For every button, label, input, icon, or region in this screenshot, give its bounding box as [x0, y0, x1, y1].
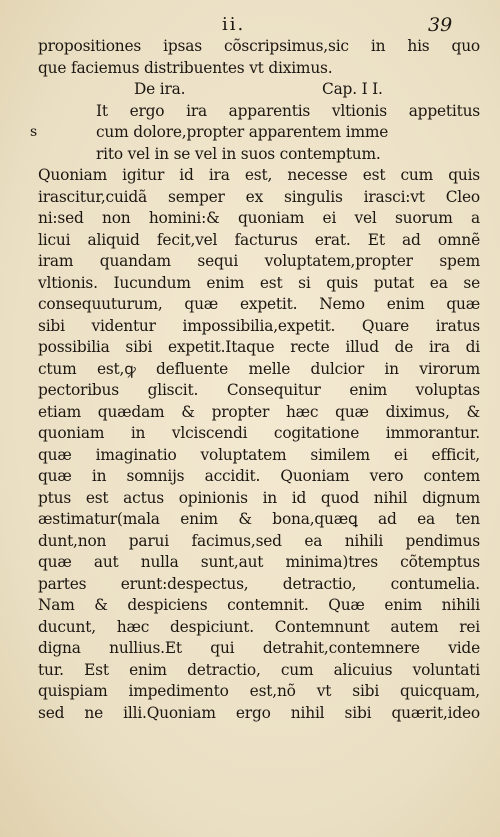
text-line: rito vel in se vel in suos contemptum.	[96, 144, 381, 163]
text-line: quæ imaginatio voluptatem similem ei efficit,	[38, 445, 480, 464]
text-line: sed ne illi.Quoniam ergo nihil sibi quærit,ideo	[38, 703, 480, 722]
text-line: dunt,non parui facimus,sed ea nihili pendimus	[38, 531, 480, 550]
text-line: pectoribus gliscit. Consequitur enim voluptas	[38, 381, 480, 399]
text-line: ni:sed non homini:& quoniam ei vel suorum a	[38, 209, 480, 227]
section-heading	[38, 79, 480, 101]
margin-marker: s	[30, 124, 37, 140]
text-line: quæ in somnijs accidit. Quoniam vero contem	[38, 467, 480, 485]
text-line: Quoniam igitur id ira est, necesse est cum quis	[38, 166, 480, 184]
text-line: quoniam in vlciscendi cogitatione immorantur.	[38, 424, 480, 442]
text-line: iram quandam sequi voluptatem,propter spem	[38, 252, 480, 270]
text-line-with-marker	[30, 122, 480, 144]
text-line: propositiones ipsas cõscripsimus,sic in his quo	[38, 37, 480, 55]
running-head	[0, 14, 500, 38]
text-line: consequuturum, quæ expetit. Nemo enim quæ	[38, 295, 480, 313]
text-line: irascitur,cuidã semper ex singulis irasci:vt Cleo	[38, 187, 480, 206]
text-line: Nam & despiciens contemnit. Quæ enim nihili	[38, 596, 480, 614]
text-line: vltionis. Iucundum enim est si quis putat ea se	[38, 273, 480, 292]
section-title: De ira.	[134, 80, 186, 98]
body-text	[30, 36, 480, 724]
text-line: ctum est,ꝙ defluente melle dulcior in virorum	[38, 359, 480, 378]
text-line: ptus est actus opinionis in id quod nihil dignum	[38, 488, 480, 507]
text-line: licui aliquid fecit,vel facturus erat. Et ad omnẽ	[38, 230, 480, 249]
text-line: digna nullius.Et qui detrahit,contemnere vide	[38, 639, 480, 657]
text-line: ducunt, hæc despiciunt. Contemnunt autem rei	[38, 617, 480, 636]
signature-mark: ii.	[222, 14, 246, 35]
text-line: cum dolore,propter apparentem imme	[96, 123, 389, 141]
text-line: æstimatur(mala enim & bona,quæꝗ ad ea ten	[38, 510, 480, 528]
text-line: possibilia sibi expetit.Itaque recte illud de ira di	[38, 338, 480, 356]
text-line: sibi videntur impossibilia,expetit. Quare iratus	[38, 316, 480, 335]
text-line: tur. Est enim detractio, cum alicuius voluntati	[38, 660, 480, 679]
text-line: etiam quædam & propter hæc quæ diximus, &	[38, 402, 480, 421]
text-line: quispiam impedimento est,nõ vt sibi quicquam,	[38, 682, 480, 700]
text-line: que faciemus distribuentes vt diximus.	[38, 58, 333, 77]
chapter-label: Cap. I I.	[322, 80, 383, 98]
text-line: quæ aut nulla sunt,aut minima)tres cõtemptus	[38, 553, 480, 571]
page-number: 39	[428, 14, 453, 36]
text-line: It ergo ira apparentis vltionis appetitus	[96, 101, 480, 120]
text-line: partes erunt:despectus, detractio, contumelia.	[38, 574, 480, 593]
